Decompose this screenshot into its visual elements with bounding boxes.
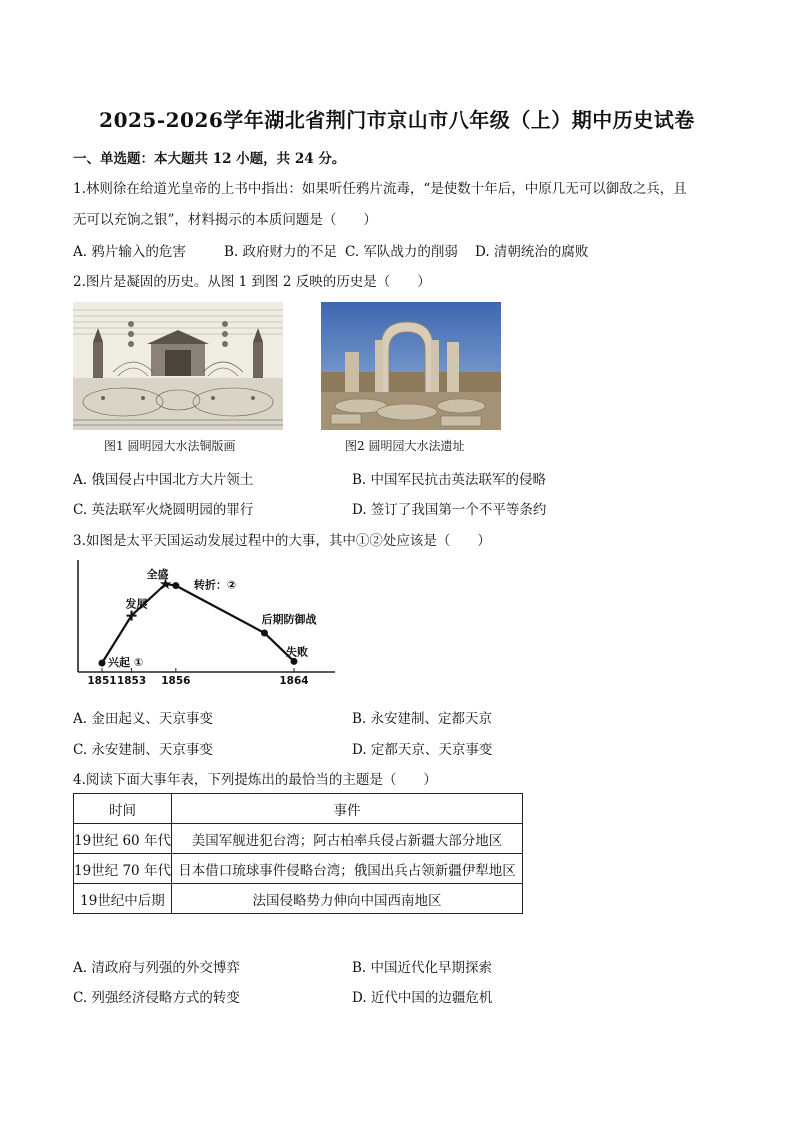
figure2-caption: 图2 圆明园大水法遗址 <box>345 439 465 453</box>
table-cell-time: 19世纪 60 年代 <box>74 824 172 854</box>
q3-stem: 3.如图是太平天国运动发展过程中的大事，其中①②处应该是（ ） <box>73 533 491 549</box>
table-cell-event: 法国侵略势力伸向中国西南地区 <box>171 884 522 914</box>
q2-option-a: A. 俄国侵占中国北方大片领土 <box>73 472 254 488</box>
table-row <box>74 824 523 854</box>
q1-stem-line2: 无可以充饷之银”，材料揭示的本质问题是（ ） <box>73 212 377 228</box>
timeline-point-label: 兴起 ① <box>108 656 144 669</box>
q3-option-b: B. 永安建制、定都天京 <box>352 711 493 727</box>
timeline-point <box>261 629 268 636</box>
timeline-point-label: 发展 <box>125 597 148 611</box>
q1-option-a: A. 鸦片输入的危害 <box>73 244 186 260</box>
table-cell-event: 美国军舰进犯台湾；阿古柏率兵侵占新疆大部分地区 <box>171 824 522 854</box>
table-cell-event: 日本借口琉球事件侵略台湾；俄国出兵占领新疆伊犁地区 <box>171 854 522 884</box>
taiping-chart <box>73 560 338 688</box>
q4-option-b: B. 中国近代化早期探索 <box>352 960 493 976</box>
q2-option-c: C. 英法联军火烧圆明园的罪行 <box>73 502 254 518</box>
timeline-point: ★ <box>158 575 173 593</box>
timeline-point-label: 转折：② <box>193 578 237 592</box>
table-header-event: 事件 <box>171 794 522 824</box>
q3-option-d: D. 定都天京、天京事变 <box>352 742 493 758</box>
ruins-drawing <box>321 302 501 430</box>
table-cell-time: 19世纪中后期 <box>74 884 172 914</box>
section-heading: 一、单选题：本大题共 12 小题，共 24 分。 <box>73 151 346 167</box>
x-tick-label: 1851 <box>87 675 117 687</box>
page-title: 2025-2026学年湖北省荆门市京山市八年级（上）期中历史试卷 <box>99 108 695 132</box>
q1-stem-line1: 1.林则徐在给道光皇帝的上书中指出：如果听任鸦片流毒，“是使数十年后，中原几无可以御敌之兵，且 <box>73 181 687 197</box>
q1-option-c: C. 军队战力的削弱 <box>345 244 458 260</box>
figure1-caption: 图1 圆明园大水法铜版画 <box>104 439 236 453</box>
q4-stem: 4.阅读下面大事年表，下列提炼出的最恰当的主题是（ ） <box>73 772 437 788</box>
q3-option-c: C. 永安建制、天京事变 <box>73 742 213 758</box>
x-tick-label: 1853 <box>116 675 147 687</box>
q2-stem: 2.图片是凝固的历史。从图 1 到图 2 反映的历史是（ ） <box>73 274 431 290</box>
timeline-point-label: 失败 <box>286 645 308 659</box>
figure1-engraving <box>73 302 283 430</box>
timeline-point-label: 后期防御战 <box>261 612 317 626</box>
timeline-point <box>99 660 106 667</box>
timeline-point <box>291 658 298 665</box>
events-table <box>73 793 523 914</box>
taiping-chart-svg <box>73 560 338 688</box>
timeline-point <box>172 582 179 589</box>
q4-option-d: D. 近代中国的边疆危机 <box>352 990 493 1006</box>
figure2-ruins-photo <box>321 302 501 430</box>
table-cell-time: 19世纪 70 年代 <box>74 854 172 884</box>
q4-option-c: C. 列强经济侵略方式的转变 <box>73 990 240 1006</box>
engraving-drawing <box>73 302 283 430</box>
q3-option-a: A. 金田起义、天京事变 <box>73 711 213 727</box>
q1-option-b: B. 政府财力的不足 <box>224 244 338 260</box>
q1-option-d: D. 清朝统治的腐败 <box>475 244 589 260</box>
q2-option-b: B. 中国军民抗击英法联军的侵略 <box>352 472 547 488</box>
x-tick-label: 1856 <box>161 675 191 687</box>
table-header-row <box>74 794 523 824</box>
table-header-time: 时间 <box>74 794 172 824</box>
q4-option-a: A. 清政府与列强的外交博弈 <box>73 960 240 976</box>
table-row <box>74 854 523 884</box>
x-tick-label: 1864 <box>279 675 309 687</box>
table-row <box>74 884 523 914</box>
q2-option-d: D. 签订了我国第一个不平等条约 <box>352 502 547 518</box>
timeline-point-label: 全盛 <box>146 568 169 581</box>
